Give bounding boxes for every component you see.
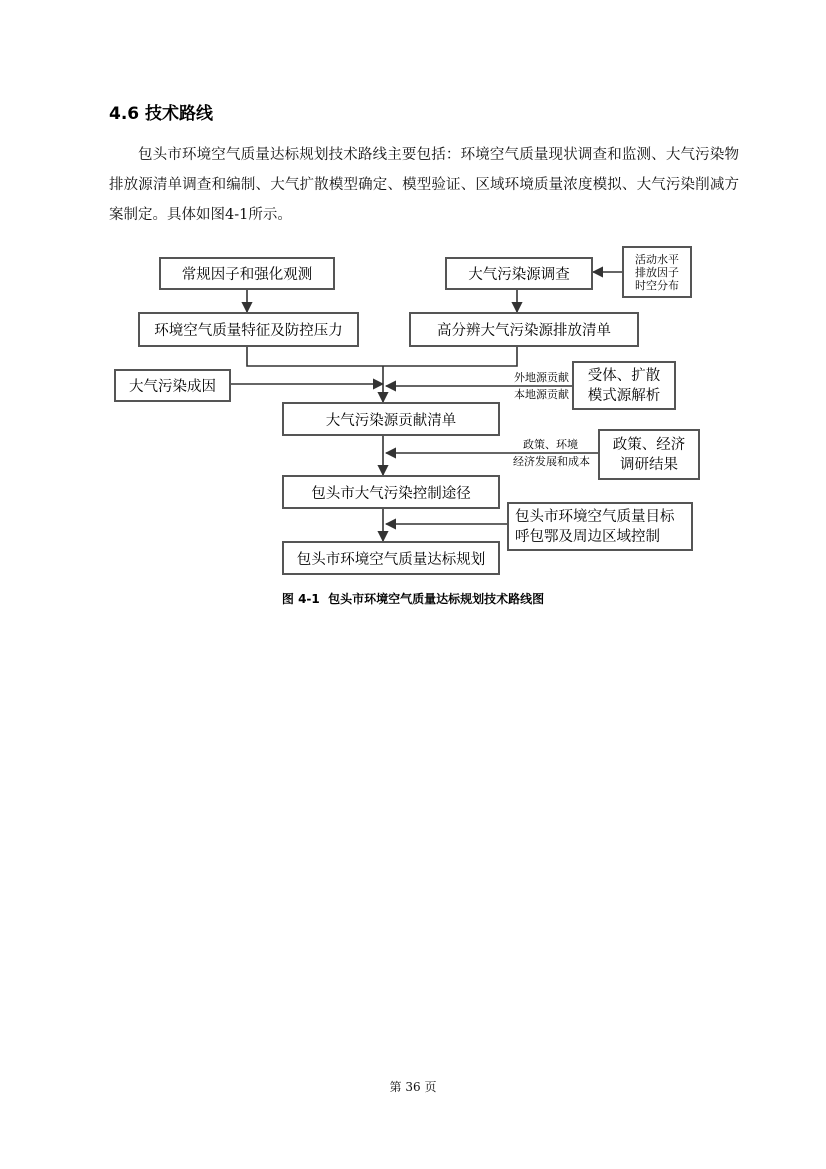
section-number: 4.6	[109, 104, 140, 124]
box-receptor-analysis	[572, 361, 676, 410]
paragraph-text: 包头市环境空气质量达标规划技术路线主要包括：环境空气质量现状调查和监测、大气污染物排放源清单调查和编制、大气扩散模型确定、模型验证、区域环境质量浓度模拟、大气污染削减方案制定。具体如图4-1所示。	[109, 147, 739, 223]
box-high-res-inventory: 高分辨大气污染源排放清单	[409, 312, 639, 347]
figure-caption: 图 4-1 包头市环境空气质量达标规划技术路线图	[281, 592, 545, 606]
box-policy-research	[598, 429, 700, 480]
merge-line-pressure	[247, 346, 517, 366]
box-routine-factors: 常规因子和强化观测	[159, 257, 335, 290]
box-activity-emission	[622, 246, 692, 298]
box-source-survey: 大气污染源调查	[445, 257, 593, 290]
box-targets-regional	[507, 502, 693, 551]
box-air-quality-pressure: 环境空气质量特征及防控压力	[138, 312, 359, 347]
box-pollution-causes: 大气污染成因	[114, 369, 231, 402]
label-policy-environment: 政策、环境	[523, 438, 578, 451]
receptor-line-1: 受体、扩散	[587, 367, 661, 384]
label-economy-cost: 经济发展和成本	[513, 455, 590, 468]
targets-line-2: 呼包鄂及周边区域控制	[515, 528, 660, 545]
activity-line-1: 活动水平	[635, 252, 679, 266]
activity-line-2: 排放因子	[635, 265, 679, 279]
activity-line-3: 时空分布	[635, 278, 679, 292]
policy-line-1: 政策、经济	[612, 436, 686, 453]
targets-line-1: 包头市环境空气质量目标	[515, 508, 675, 525]
policy-line-2: 调研结果	[620, 456, 678, 473]
section-title: 技术路线	[145, 104, 214, 124]
box-control-path: 包头市大气污染控制途径	[282, 475, 500, 509]
receptor-line-2: 模式源解析	[587, 387, 661, 404]
box-attainment-plan: 包头市环境空气质量达标规划	[282, 541, 500, 575]
label-local-contribution: 本地源贡献	[514, 388, 569, 401]
box-contribution-list: 大气污染源贡献清单	[282, 402, 500, 436]
label-external-contribution: 外地源贡献	[514, 371, 569, 384]
page-number: 第 36 页	[389, 1080, 437, 1094]
